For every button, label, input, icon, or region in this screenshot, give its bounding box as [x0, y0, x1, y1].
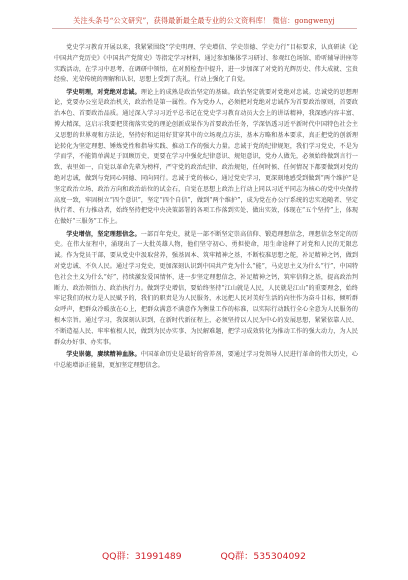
document-body [54, 43, 358, 373]
document-footer [0, 548, 408, 562]
paragraph-virtue [54, 350, 358, 372]
document-header-banner: 关注头条号“公文研究”，获得最新最全最专业的公文资料库！ 微信：gongwenyj [73, 16, 335, 25]
paragraph-loyalty-heading: 学史明理，对党绝对忠诚。 [66, 88, 141, 96]
paragraph-intro [54, 43, 358, 86]
paragraph-belief-text: 一部百年党史，就是一部不断坚定崇高信仰、锻造理想信念，理想信念坚定的历史。在伟大征程中，涌现出了一大批英雄人物，他们坚守初心、勇担使命，用生命诠释了对党和人民的无限忠诚。作为党员干部，要从党史中汲取营养，强基固本、筑牢精神之基，不断校准思想之舵，补足精神之钙，做到对党忠诚、不负人民。通过学习党史，更加深刻认识到中国共产党为什么“能”，马克思主义为什么“行”，中国特色社会主义为什么“好”，持续激发爱国情怀，进一步坚定理想信念，补足精神之钙，筑牢信仰之基，提高政治判断力、政治领悟力、政治执行力。做到学史增信，要始终坚持“江山就是人民，人民就是江山”的重要理念，始终牢记我们的权力是人民赋予的，我们的职责是为人民服务，永远把人民对美好生活的向往作为奋斗目标，倾听群众呼声，把群众冷暖放在心上，把群众满意不满意作为衡量工作的标准，以实际行动践行全心全意为人民服务的根本宗旨。通过学习，我深刻认识到，在新时代新征程上，必须坚持以人民为中心的发展思想，紧紧依靠人民、不断造福人民、牢牢植根人民，做到为民办实事、为民解难题，把学习成效转化为推动工作的强大动力，为人民群众办好事、办实事。 [54, 230, 359, 346]
paragraph-loyalty [54, 88, 358, 228]
footer-qq-left: QQ群：31991489 [102, 551, 182, 562]
paragraph-loyalty-text: 理论上的成熟是政治坚定的基础。政治坚定就要对党绝对忠诚。忠诚党的思想理论，党要办公室是政治机关，政治性是第一属性。作为党办人，必须把对党绝对忠诚作为首要政治原则，首要政治本色、首要政治品质。通过深入学习习近平总书记在党史学习教育动员大会上的讲话精神，我深感内容丰富、博大精深，这启示我要把贯彻落实党的理论创新成果作为首要政治任务，学深悟透习近平新时代中国特色社会主义思想的世界观和方法论，坚持好和运用好贯穿其中的立场观点方法，基本方略和基本要求，真正把党的创新理论转化为坚定理想、锤炼党性和指导实践、推动工作的强大力量。忠诚于党的纪律规矩，我们学习党史，不是为学而学，不能简单满足于回顾历史，更要在学习中强化纪律意识、规矩意识，党办人做先，必须始终做到言行一致、表里如一，自觉以革命先辈为榜样，严守党的政治纪律、政治规矩，任何时候、任何情况下都要做到对党的绝对忠诚，做到与党同心同德、同向同行。忠诚于党的核心，通过党史学习，更深刻地感受到做到“两个维护”是坚定政治立场、政治方向和政治站位的试金石，自觉在思想上政治上行动上同以习近平同志为核心的党中央保持高度一致，牢固树立“四个意识”，坚定“四个自信”，做到“两个维护”，成为党在办公厅系统的忠实追随者、坚定执行者、有力推动者，始终坚持把党中央决策部署的各项工作落到实处、做出实效，体现在“五个坚持”上，体现在做好“三服务”工作上。 [54, 88, 359, 226]
paragraph-belief-heading: 学史增信，坚定理想信念。 [66, 230, 141, 238]
paragraph-virtue-heading: 学史崇德，赓续精神血脉。 [66, 350, 141, 358]
paragraph-belief [54, 230, 358, 349]
header-divider [52, 28, 357, 29]
footer-qq-right: QQ群：535304092 [220, 551, 306, 562]
paragraph-intro-text: 党史学习教育开展以来，我紧紧围绕“学史明理、学史增信、学史崇德、学史力行”目标要求，认真研读《论中国共产党历史》《中国共产党简史》等指定学习材料，通过参加集体学习研讨、参观红色场馆、聆听辅导讲座等实践活动，在学习中思考、在调研中领悟，在对照检查中提升，进一步加深了对党的光辉历史、伟大成就、宝贵经验、光荣传统的理解和认识，思想上受到了洗礼，行动上强化了自觉。 [54, 44, 358, 84]
paragraph-virtue-text: 中国革命历史是最好的营养剂，要通过学习党领导人民进行革命的伟大历史，心中总能增添正能量，更加坚定理想信念。 [54, 350, 359, 369]
